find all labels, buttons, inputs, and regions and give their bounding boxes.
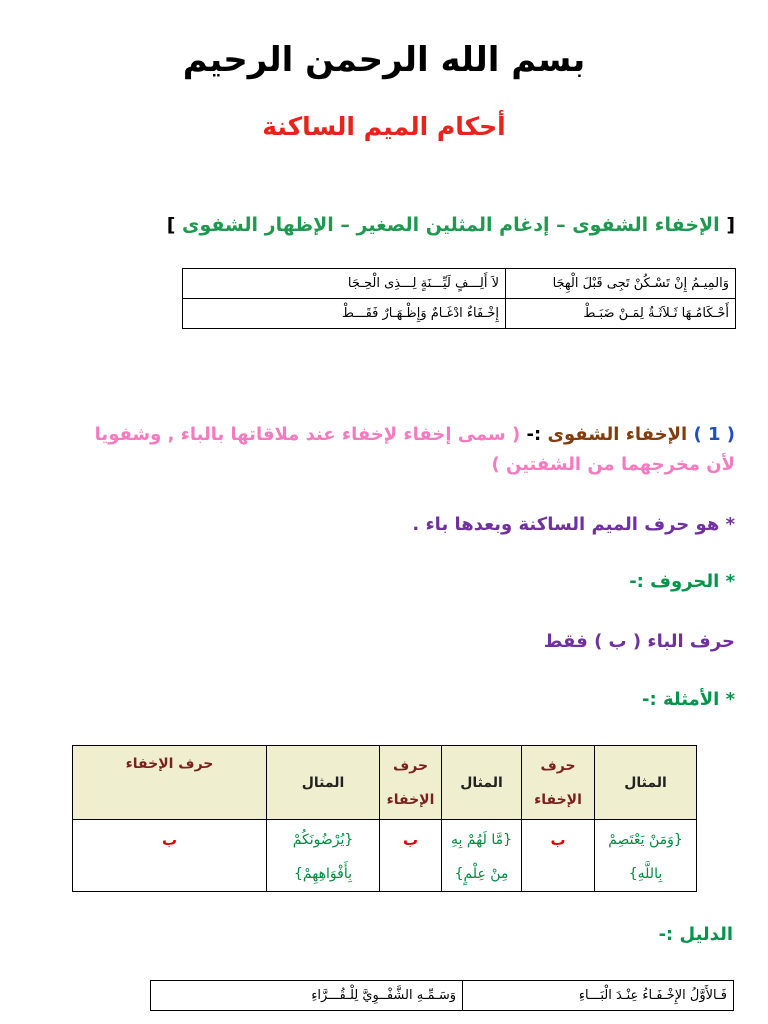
open-bracket: [	[726, 214, 735, 236]
page-title: أحكام الميم الساكنة	[262, 112, 506, 141]
verse-row	[183, 299, 736, 329]
example-cell: {يُرْضُونَكُمْ بِأَفْوَاهِهِمْ}	[267, 820, 380, 892]
verse-first-hemistich: وَالمِيـمُ إِنْ تَسْـكُنْ تَجِى قَبْلَ الْهِجَا	[506, 269, 736, 299]
table-row	[73, 820, 697, 892]
verse-second-hemistich: إِخْـفَاءٌ ادْغَـامٌ وَإِظْـهَـارٌ فَقَـــطْ	[183, 299, 506, 329]
section-1-paragraph	[83, 420, 735, 480]
section-name: الإخفاء الشفوى	[547, 424, 688, 445]
section-number: ( 1 )	[693, 424, 735, 445]
rules-summary-text: الإخفاء الشفوى – إدغام المثلين الصغير – الإظهار الشفوى	[182, 214, 720, 236]
examples-heading: * الأمثلة :-	[642, 689, 735, 710]
letter-cell: ب	[73, 820, 267, 892]
verse-row	[183, 269, 736, 299]
examples-table	[72, 745, 697, 892]
basmala-heading: بسم الله الرحمن الرحيم	[182, 40, 586, 80]
verse-first-hemistich: أَحْـكَامُـهَا ثَـلاَثَـةٌ لِمَـنْ ضَبَـطْ	[506, 299, 736, 329]
table-header-row	[73, 746, 697, 820]
intro-verses-table	[182, 268, 736, 329]
header-letter: حرف الإخفاء	[380, 746, 442, 820]
definition-text: * هو حرف الميم الساكنة وبعدها باء .	[412, 514, 735, 535]
header-letter: حرف الإخفاء	[522, 746, 595, 820]
header-example: المثال	[442, 746, 522, 820]
header-example: المثال	[595, 746, 697, 820]
header-example: المثال	[267, 746, 380, 820]
letter-cell: ب	[522, 820, 595, 892]
section-explanation: ( سمى إخفاء لإخفاء عند ملاقاتها بالباء , وشفويا لأن مخرجهما من الشفتين )	[94, 424, 735, 475]
verse-first-hemistich: فَـالأَوَّلُ الإِخْـفَـاءُ عِنْـدَ الْبَـــاءِ	[463, 981, 734, 1011]
verse-row	[151, 981, 734, 1011]
verse-second-hemistich: وَسَـمِّـهِ الشَّفْــوِيَّ لِلْـقُـــرَّاءِ	[151, 981, 463, 1011]
letters-text: حرف الباء ( ب ) فقط	[543, 631, 735, 652]
letter-cell: ب	[380, 820, 442, 892]
section-separator: :-	[526, 424, 542, 445]
evidence-verse-table	[150, 980, 734, 1011]
letters-heading: * الحروف :-	[629, 571, 735, 592]
header-letter: حرف الإخفاء	[73, 746, 267, 820]
example-cell: {وَمَنْ يَعْتَصِمْ بِاللَّهِ}	[595, 820, 697, 892]
example-cell: {مَّا لَهُمْ بِهِ مِنْ عِلْمٍ}	[442, 820, 522, 892]
close-bracket: ]	[166, 214, 176, 236]
verse-second-hemistich: لاَ أَلِـــفٍ لَيِّـــنَةٍ لِـــذِى الْحِـجَا	[183, 269, 506, 299]
evidence-heading: الدليل :-	[658, 924, 733, 945]
rules-summary-line	[30, 210, 735, 240]
